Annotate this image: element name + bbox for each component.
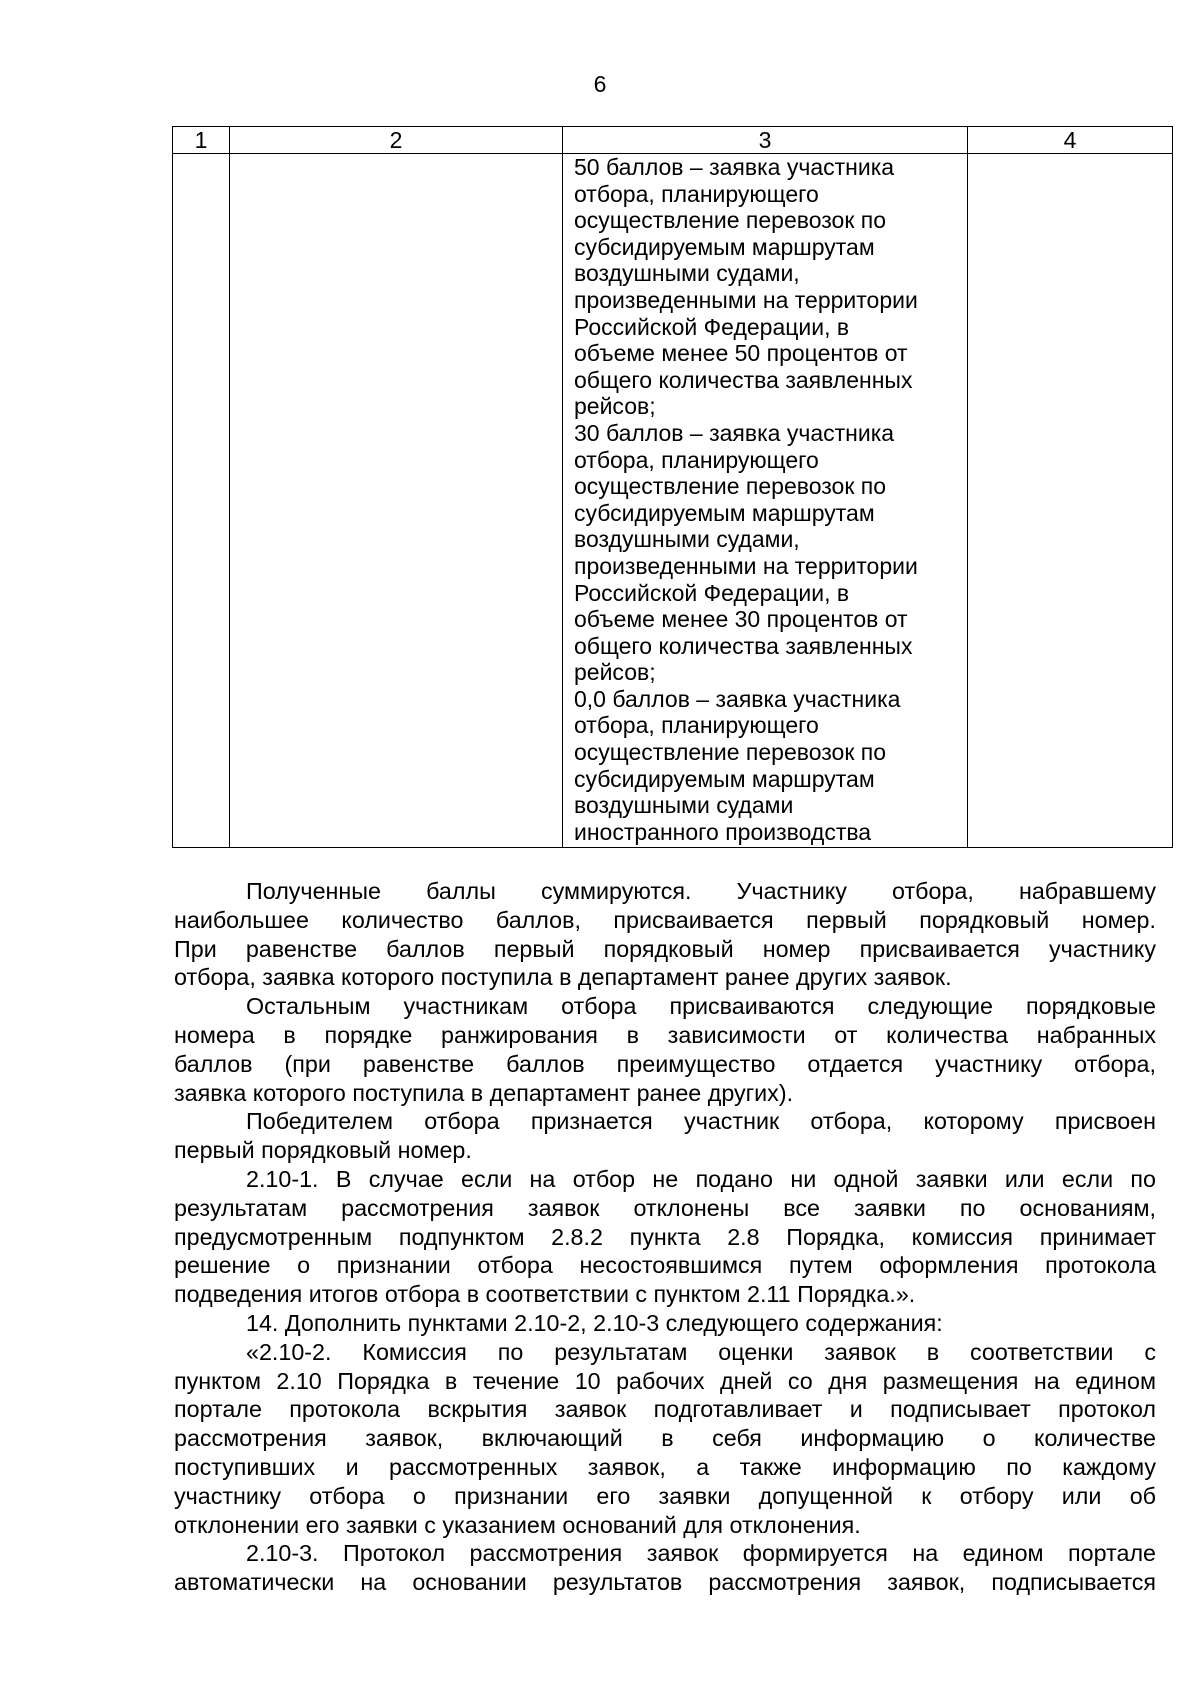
criteria-line: воздушными судами, (574, 260, 800, 287)
paragraph-line: портале протокола вскрытия заявок подготавливает и подписывает протокол (174, 1396, 1156, 1423)
paragraph-line: первый порядковый номер. (174, 1137, 472, 1164)
paragraph-line: рассмотрения заявок, включающий в себя информацию о количестве (174, 1425, 1156, 1452)
criteria-line: воздушными судами, (574, 526, 800, 553)
paragraph-line: участнику отбора о признании его заявки допущенной к отбору или об (174, 1482, 1156, 1509)
criteria-line: субсидируемым маршрутам (574, 765, 875, 792)
paragraph-line: результатам рассмотрения заявок отклонены все заявки по основаниям, (174, 1194, 1156, 1221)
paragraph-line: заявка которого поступила в департамент ранее других). (174, 1079, 794, 1106)
table-header-col-3: 3 (563, 127, 968, 154)
paragraph-line: наибольшее количество баллов, присваивается первый порядковый номер. (174, 906, 1156, 933)
paragraph-line: номера в порядке ранжирования в зависимости от количества набранных (174, 1021, 1156, 1048)
criteria-line: произведенными на территории (574, 552, 918, 579)
criteria-line: отбора, планирующего (574, 712, 819, 739)
paragraph-line: поступивших и рассмотренных заявок, а также информацию по каждому (174, 1453, 1156, 1480)
criteria-line: общего количества заявленных (574, 632, 913, 659)
paragraph-line: Победителем отбора признается участник отбора, которому присвоен (246, 1108, 1156, 1135)
paragraph-line: При равенстве баллов первый порядковый номер присваивается участнику (174, 935, 1156, 962)
table-header-col-4: 4 (968, 127, 1173, 154)
table-header-col-2: 2 (230, 127, 563, 154)
paragraph-line: 2.10-3. Протокол рассмотрения заявок формируется на едином портале (246, 1540, 1156, 1567)
paragraph (174, 1309, 1156, 1338)
paragraph-line: баллов (при равенстве баллов преимущество отдается участнику отбора, (174, 1050, 1156, 1077)
paragraph-line: автоматически на основании результатов рассмотрения заявок, подписывается (174, 1569, 1156, 1596)
criteria-line: 30 баллов – заявка участника (574, 419, 895, 446)
criteria-line: объеме менее 30 процентов от (574, 606, 908, 633)
document-body (174, 877, 1156, 1597)
criteria-line: субсидируемым маршрутам (574, 499, 875, 526)
paragraph-line: отклонении его заявки с указанием оснований для отклонения. (174, 1511, 861, 1538)
paragraph (174, 1338, 1156, 1540)
paragraph-line: Остальным участникам отбора присваиваются следующие порядковые (246, 993, 1156, 1020)
paragraph (174, 992, 1156, 1107)
paragraph (174, 877, 1156, 992)
table-cell-col-3 (563, 154, 968, 848)
criteria-line: субсидируемым маршрутам (574, 233, 875, 260)
scoring-criteria-text (563, 154, 967, 845)
table-cell-col-2 (230, 154, 563, 848)
criteria-line: Российской Федерации, в (574, 579, 850, 606)
criteria-line: общего количества заявленных (574, 366, 913, 393)
table-cell-col-1 (173, 154, 230, 848)
criteria-table (172, 126, 1173, 848)
criteria-line: рейсов; (574, 659, 656, 686)
criteria-line: Российской Федерации, в (574, 313, 850, 340)
criteria-line: объеме менее 50 процентов от (574, 340, 908, 367)
paragraph-line: подведения итогов отбора в соответствии с пунктом 2.11 Порядка.». (174, 1281, 916, 1308)
page-number: 6 (593, 71, 607, 97)
criteria-line: осуществление перевозок по (574, 739, 887, 766)
criteria-line: рейсов; (574, 393, 656, 420)
paragraph-line: решение о признании отбора несостоявшимся путем оформления протокола (174, 1252, 1156, 1279)
paragraph-line: 2.10-1. В случае если на отбор не подано ни одной заявки или если по (246, 1165, 1156, 1192)
paragraph-line: отбора, заявка которого поступила в департамент ранее других заявок. (174, 964, 952, 991)
paragraph-line: пунктом 2.10 Порядка в течение 10 рабочих дней со дня размещения на едином (174, 1367, 1156, 1394)
table-header-row (173, 127, 1173, 154)
criteria-line: иностранного производства (574, 818, 872, 845)
criteria-line: произведенными на территории (574, 286, 918, 313)
paragraph (174, 1539, 1156, 1597)
paragraph-line: предусмотренным подпунктом 2.8.2 пункта 2.8 Порядка, комиссия принимает (174, 1223, 1156, 1250)
criteria-line: отбора, планирующего (574, 446, 819, 473)
criteria-line: 0,0 баллов – заявка участника (574, 685, 901, 712)
criteria-line: 50 баллов – заявка участника (574, 154, 895, 180)
paragraph (174, 1107, 1156, 1165)
paragraph (174, 1165, 1156, 1309)
paragraph-line: 14. Дополнить пунктами 2.10-2, 2.10-3 следующего содержания: (246, 1309, 943, 1336)
table-row (173, 154, 1173, 848)
criteria-line: осуществление перевозок по (574, 473, 887, 500)
criteria-line: отбора, планирующего (574, 180, 819, 207)
criteria-line: воздушными судами (574, 792, 794, 819)
criteria-line: осуществление перевозок по (574, 207, 887, 234)
table-header-col-1: 1 (173, 127, 230, 154)
table-cell-col-4 (968, 154, 1173, 848)
paragraph-line: Полученные баллы суммируются. Участнику отбора, набравшему (246, 878, 1156, 904)
paragraph-line: «2.10-2. Комиссия по результатам оценки заявок в соответствии с (246, 1338, 1156, 1365)
